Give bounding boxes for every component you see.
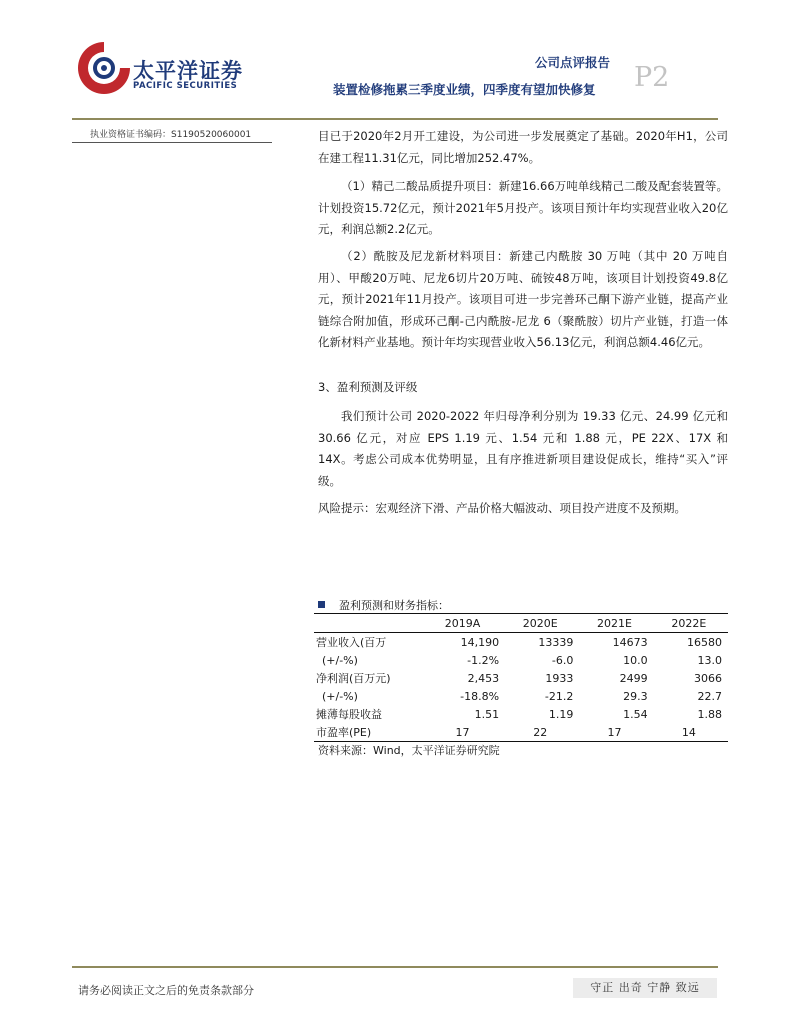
paragraph-nylon-project: （2）酰胺及尼龙新材料项目：新建己内酰胺 30 万吨（其中 20 万吨自用）、甲酸20万吨、尼龙6切片20万吨、硫铵48万吨，该项目计划投资49.8亿元，预计2021年11月投产。该项目可进一步完善环己酮下游产业链，提高产业链综合附加值，形成环己酮-己内酰胺-尼龙 6（聚酰胺）切片产业链，打造一体化新材料产业基地。预计年均实现营业收入56.13亿元，利润总额4.46亿元。 [318,249,728,349]
paragraph-adipic-acid-project: （1）精己二酸品质提升项目：新建16.66万吨单线精己二酸及配套装置等。计划投资15.72亿元，预计2021年5月投产。该项目预计年均实现营业收入20亿元，利润总额2.2亿元。 [318,179,728,236]
table-title-text: 盈利预测和财务指标： [339,599,449,612]
table-header-cell: 2020E [522,616,558,630]
table-cell: 10.0 [623,653,648,667]
table-row [314,669,728,687]
table-cell: 17 [607,725,622,739]
table-cell: 1.19 [548,707,574,721]
table-cell: -6.0 [551,653,574,667]
table-cell: 13339 [538,635,574,649]
row-label: 市盈率(PE) [316,726,372,739]
table-header-cell: 2019A [444,616,481,630]
table-cell: 13.0 [697,653,722,667]
sidebar-divider [72,142,272,143]
page-number: P2 [634,62,670,93]
table-row [314,633,728,652]
report-headline: 装置检修拖累三季度业绩，四季度有望加快修复 [333,82,596,97]
table-cell: 1.88 [697,707,722,721]
header-divider [72,118,718,120]
table-cell: -1.2% [467,653,500,667]
table-cell: 14,190 [460,635,500,649]
risk-warning: 风险提示：宏观经济下滑、产品价格大幅波动、项目投产进度不及预期。 [318,501,686,515]
row-label: 摊薄每股收益 [316,708,382,721]
row-label: (+/-%) [322,653,358,667]
table-cell: 14 [681,725,696,739]
logo-chinese-name: 太平洋证券 [133,59,243,83]
table-cell: 22 [533,725,548,739]
section-heading-forecast: 3、盈利预测及评级 [318,380,418,394]
row-label: (+/-%) [322,689,358,703]
paragraph-project-intro: 目已于2020年2月开工建设，为公司进一步发展奠定了基础。2020年H1，公司在建工程11.31亿元，同比增加252.47%。 [318,129,728,165]
company-slogan: 守正 出奇 宁静 致远 [573,978,717,998]
row-label: 营业收入(百万 [316,636,387,649]
table-cell: -18.8% [460,689,500,703]
table-cell: 16580 [687,635,722,649]
row-label: 净利润(百万元) [316,672,391,685]
table-header-cell: 2021E [597,616,632,630]
square-bullet-icon [318,601,325,608]
table-cell: 1.51 [474,707,500,721]
table-row [314,651,728,669]
table-cell: 14673 [612,635,648,649]
table-cell: 22.7 [697,689,722,703]
table-header-row [314,614,728,633]
financial-forecast-table [314,613,728,742]
disclaimer-note: 请务必阅读正文之后的免责条款部分 [78,984,254,997]
table-title [318,597,449,613]
report-type: 公司点评报告 [535,55,611,70]
table-header-cell: 2022E [671,616,707,630]
table-cell: 1933 [545,671,574,685]
table-source: 资料来源：Wind，太平洋证券研究院 [318,744,500,757]
footer-divider [72,966,718,968]
table-cell: -21.2 [544,689,574,703]
table-row [314,705,728,723]
table-row [314,687,728,705]
table-cell: 2499 [619,671,648,685]
table-cell: 3066 [694,671,722,685]
analyst-license: 执业资格证书编码：S1190520060001 [90,130,252,140]
table-cell: 17 [455,725,470,739]
table-cell: 2,453 [467,671,500,685]
pacific-securities-logo [74,38,134,98]
table-header-cell [314,614,424,633]
paragraph-forecast: 我们预计公司 2020-2022 年归母净利分别为 19.33 亿元、24.99 亿元和 30.66 亿元，对应 EPS 1.19 元、1.54 元和 1.88 元，PE 22X、17X 和 14X。考虑公司成本优势明显，且有序推进新项目建设促成长，维持“买入”评级。 [318,409,728,488]
table-row [314,723,728,742]
logo-english-name: PACIFIC SECURITIES [133,81,238,91]
table-cell: 29.3 [623,689,648,703]
table-cell: 1.54 [623,707,648,721]
